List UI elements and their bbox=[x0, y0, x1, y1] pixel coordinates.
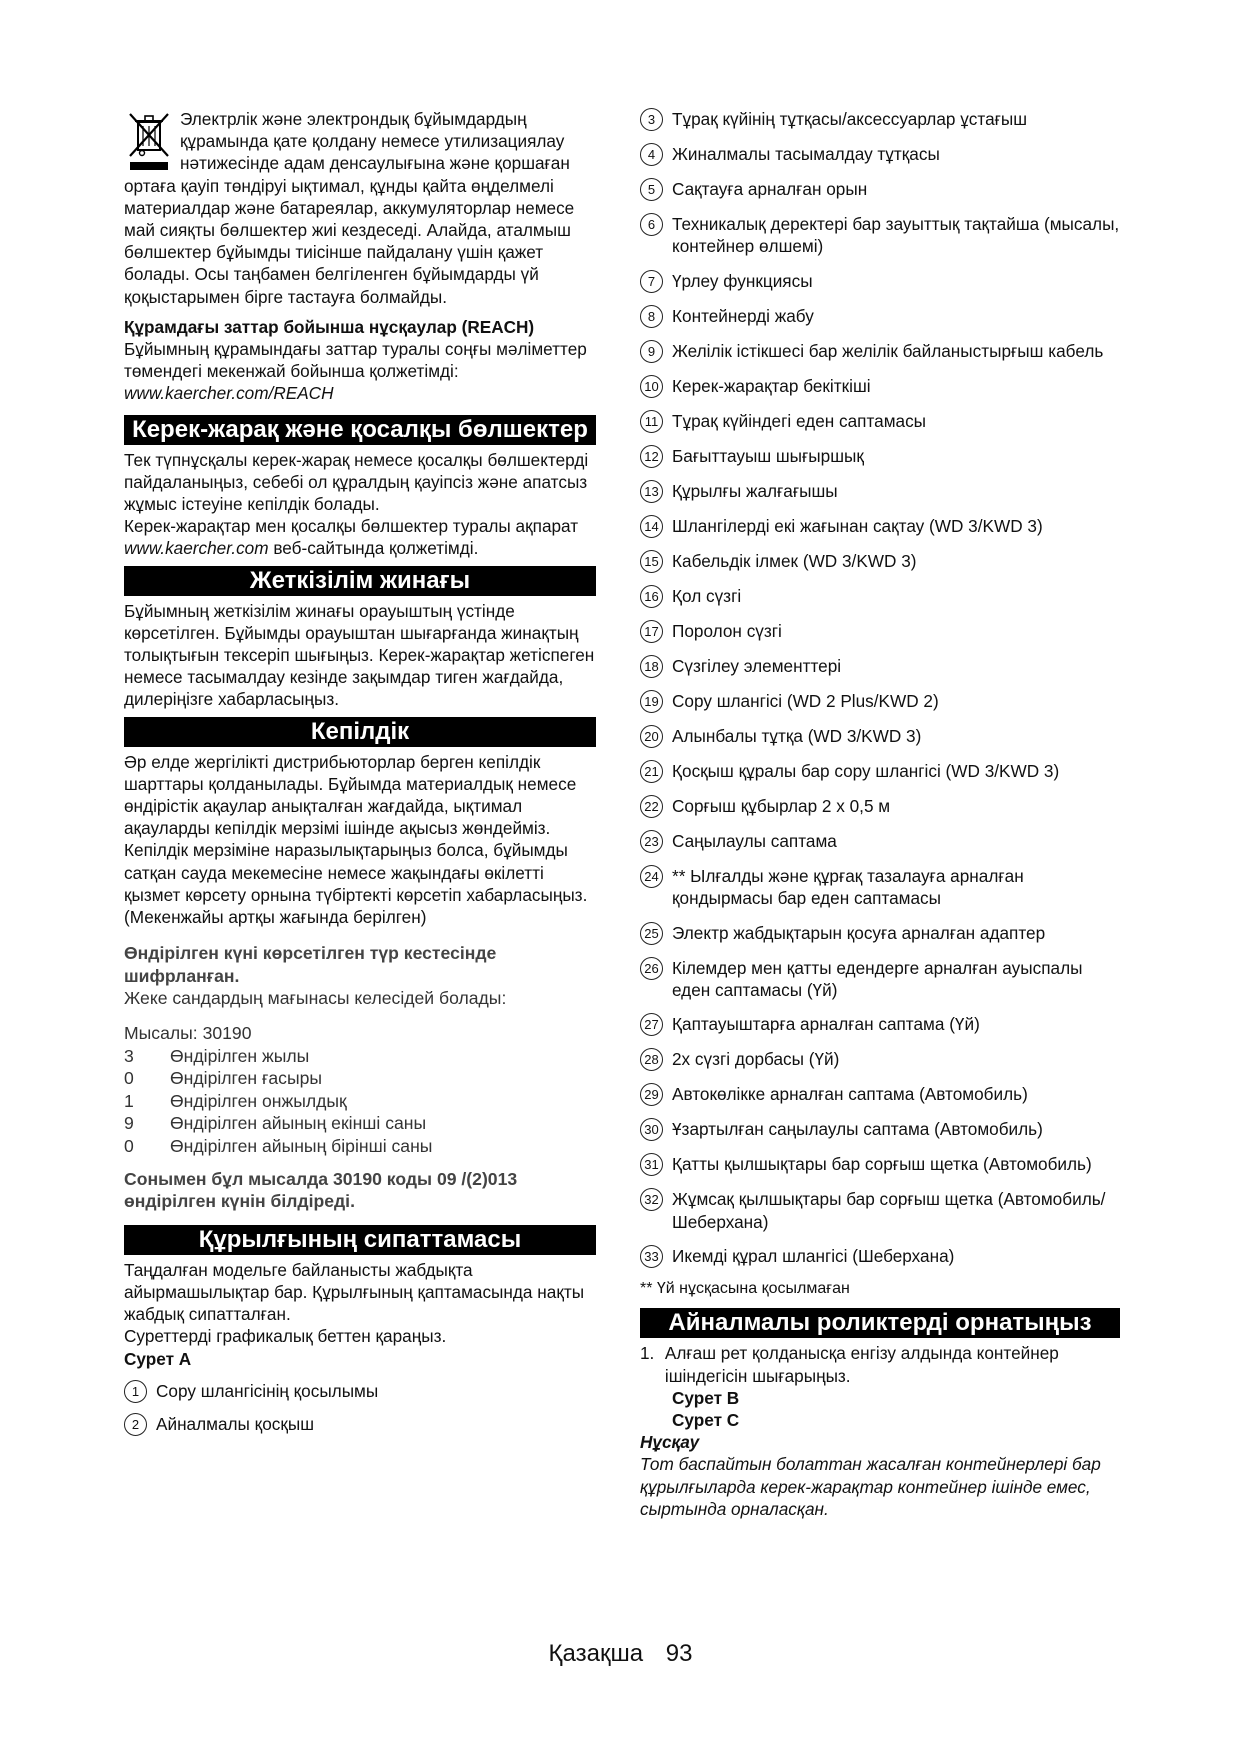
item-label: Қосқыш құралы бар сору шлангісі (WD 3/KWD 3) bbox=[672, 760, 1060, 781]
item-label: Үрлеу функциясы bbox=[672, 270, 813, 291]
item-number-badge: 10 bbox=[640, 375, 663, 398]
component-item bbox=[640, 515, 1120, 538]
section-header-description: Құрылғының сипаттамасы bbox=[124, 1225, 596, 1255]
example-row bbox=[124, 1090, 596, 1113]
left-column bbox=[124, 108, 596, 1446]
component-item bbox=[640, 655, 1120, 678]
description-figures-note: Суреттерді графикалық беттен қараңыз. bbox=[124, 1326, 447, 1347]
example-meaning: Өндірілген жылы bbox=[170, 1045, 310, 1066]
description-text: Таңдалған модельге байланысты жабдықта айырмашылықтар бар. Құрылғының қаптамасында нақты жабдық сипатталған. bbox=[124, 1259, 585, 1325]
component-item bbox=[640, 550, 1120, 573]
item-label: Жиналмалы тасымалдау тұтқасы bbox=[672, 144, 940, 164]
delivery-text: Бұйымның жеткізілім жинағы орауыштың үстінде көрсетілген. Бұйымды орауыштан шығарғанда жинақтың толықтығын тексеріп шығыңыз. Керек-жарақтар жетіспеген немесе тасымалдау кезінде зақымдар тиген жағдайда, дилеріңізге хабарласыңыз. bbox=[124, 600, 595, 710]
component-item bbox=[640, 957, 1120, 1002]
component-item bbox=[640, 725, 1120, 748]
item-label: Сору шлангісінің қосылымы bbox=[156, 1380, 379, 1401]
item-number-badge: 7 bbox=[640, 270, 663, 293]
component-item bbox=[640, 1245, 1120, 1268]
example-rows bbox=[124, 1045, 596, 1158]
figure-a-label: Сурет A bbox=[124, 1348, 192, 1369]
component-item bbox=[640, 620, 1120, 643]
component-item bbox=[640, 143, 1120, 166]
item-label: Бағыттауыш шығыршық bbox=[672, 445, 864, 466]
example-conclusion: Сонымен бұл мысалда 30190 коды 09 /(2)013 өндірілген күнін білдіреді. bbox=[124, 1168, 518, 1212]
item-number-badge: 20 bbox=[640, 725, 663, 748]
item-number-badge: 15 bbox=[640, 550, 663, 573]
example-row bbox=[124, 1112, 596, 1135]
item-label: Поролон сүзгі bbox=[672, 620, 782, 641]
accessories-info-text: Керек-жарақтар мен қосалқы бөлшектер туралы ақпарат bbox=[124, 516, 579, 537]
component-item bbox=[640, 1118, 1120, 1141]
component-item bbox=[640, 1048, 1120, 1071]
component-item bbox=[640, 922, 1120, 945]
component-list-right bbox=[640, 108, 1120, 1268]
weee-block bbox=[124, 108, 596, 308]
item-number-badge: 11 bbox=[640, 410, 663, 433]
reach-link[interactable]: www.kaercher.com/REACH bbox=[124, 383, 334, 404]
example-row bbox=[124, 1135, 596, 1158]
item-label: Ұзартылған саңылаулы саптама (Автомобиль) bbox=[672, 1119, 1043, 1140]
kaercher-link[interactable]: www.kaercher.com bbox=[124, 538, 269, 559]
item-label: Электр жабдықтарын қосуға арналған адаптер bbox=[672, 922, 1046, 943]
component-item bbox=[640, 795, 1120, 818]
item-number-badge: 4 bbox=[640, 143, 663, 166]
item-label: Айналмалы қосқыш bbox=[156, 1413, 315, 1434]
component-item bbox=[640, 1188, 1120, 1233]
item-label: Сорғыш құбырлар 2 x 0,5 м bbox=[672, 795, 891, 816]
example-digit: 0 bbox=[124, 1136, 134, 1157]
item-label: 2x сүзгі дорбасы (Үй) bbox=[672, 1049, 840, 1070]
reach-title: Құрамдағы заттар бойынша нұсқаулар (REACH) bbox=[124, 316, 535, 337]
component-item bbox=[640, 1083, 1120, 1106]
item-number-badge: 9 bbox=[640, 340, 663, 363]
item-label: ** Ылғалды және құрғақ тазалауға арналған қондырмасы бар еден саптамасы bbox=[672, 865, 1024, 909]
accessories-text: Тек түпнұсқалы керек-жарақ немесе қосалқы бөлшектерді пайдаланыңыз, себебі ол құралдың қауіпсіз және апатсыз жұмыс істеуіне кепілдік болады. bbox=[124, 449, 589, 515]
item-number-badge: 22 bbox=[640, 795, 663, 818]
item-number-badge: 31 bbox=[640, 1153, 663, 1176]
item-label: Контейнерді жабу bbox=[672, 305, 814, 326]
item-number-badge: 12 bbox=[640, 445, 663, 468]
item-label: Сүзгілеу элементтері bbox=[672, 655, 842, 676]
component-item bbox=[640, 445, 1120, 468]
note-label: Нұсқау bbox=[640, 1432, 700, 1453]
item-label: Сақтауға арналған орын bbox=[672, 179, 868, 199]
component-item bbox=[640, 865, 1120, 910]
item-label: Шлангілерді екі жағынан сақтау (WD 3/KWD 3) bbox=[672, 515, 1043, 536]
item-label: Желілік істікшесі бар желілік байланыстырғыш кабель bbox=[672, 340, 1104, 361]
component-item bbox=[640, 480, 1120, 503]
component-item bbox=[640, 585, 1120, 608]
example-digit: 0 bbox=[124, 1068, 134, 1089]
item-number-badge: 30 bbox=[640, 1118, 663, 1141]
component-item bbox=[640, 213, 1120, 258]
item-number-badge: 32 bbox=[640, 1188, 663, 1211]
item-number-badge: 5 bbox=[640, 178, 663, 201]
example-label: Мысалы: 30190 bbox=[124, 1023, 252, 1044]
component-item bbox=[640, 108, 1120, 131]
item-label: Қаптауыштарға арналған саптама (Үй) bbox=[672, 1014, 980, 1035]
figure-b-label: Сурет B bbox=[672, 1387, 740, 1408]
item-label: Қол сүзгі bbox=[672, 585, 742, 606]
example-digit: 9 bbox=[124, 1113, 134, 1134]
item-number-badge: 25 bbox=[640, 922, 663, 945]
item-number-badge: 2 bbox=[124, 1413, 147, 1436]
component-item bbox=[640, 270, 1120, 293]
item-label: Кілемдер мен қатты едендерге арналған ауыспалы еден саптамасы (Үй) bbox=[672, 957, 1083, 1001]
component-item bbox=[640, 178, 1120, 201]
item-label: Сору шлангісі (WD 2 Plus/KWD 2) bbox=[672, 690, 939, 711]
production-date-block bbox=[124, 942, 596, 1213]
item-number-badge: 19 bbox=[640, 690, 663, 713]
component-list-left bbox=[124, 1380, 596, 1436]
footer-language: Қазақша bbox=[548, 1640, 644, 1667]
reach-paragraph bbox=[124, 338, 596, 405]
footnote: ** Үй нұсқасына қосылмаған bbox=[640, 1280, 850, 1298]
section-header-warranty: Кепілдік bbox=[124, 717, 596, 747]
weee-crossed-bin-icon bbox=[126, 110, 172, 174]
item-number-badge: 3 bbox=[640, 108, 663, 131]
item-number-badge: 8 bbox=[640, 305, 663, 328]
section-header-accessories: Керек-жарақ және қосалқы бөлшектер bbox=[124, 415, 596, 445]
warranty-address-note: (Мекенжайы артқы жағында берілген) bbox=[124, 907, 427, 928]
item-number-badge: 27 bbox=[640, 1013, 663, 1036]
example-digit: 3 bbox=[124, 1045, 134, 1066]
warranty-text: Әр елде жергілікті дистрибьюторлар берген кепілдік шарттары қолданылады. Бұйымда материалдық немесе өндірістік ақаулар анықталған жағдайда, ықтимал ақауларды кепілдік мерзімі ішінде ақысыз жөндейміз. Кепілдік мерзіміне наразылықтарыңыз болса, бұйымды сатқан сауда мекемесіне немесе жақындағы өкілетті қызмет көрсету орнына түбіртекті көрсетіп хабарласыңыз. bbox=[124, 751, 588, 905]
section-header-castors: Айналмалы роликтерді орнатыңыз bbox=[640, 1308, 1120, 1338]
step-text: Алғаш рет қолданысқа енгізу алдында контейнер ішіндегісін шығарыңыз. bbox=[664, 1343, 1059, 1386]
item-label: Тұрақ күйіндегі еден саптамасы bbox=[672, 410, 927, 431]
example-row bbox=[124, 1067, 596, 1090]
item-number-badge: 29 bbox=[640, 1083, 663, 1106]
component-item bbox=[640, 340, 1120, 363]
step-1 bbox=[640, 1342, 1120, 1386]
example-meaning: Өндірілген айының бірінші саны bbox=[170, 1136, 433, 1157]
item-number-badge: 18 bbox=[640, 655, 663, 678]
component-item bbox=[124, 1413, 596, 1436]
accessories-info-suffix: веб-сайтында қолжетімді. bbox=[268, 538, 479, 559]
item-label: Қатты қылшықтары бар сорғыш щетка (Автомобиль) bbox=[672, 1154, 1092, 1175]
component-item bbox=[640, 410, 1120, 433]
component-item bbox=[124, 1380, 596, 1403]
component-item bbox=[640, 305, 1120, 328]
component-item bbox=[640, 830, 1120, 853]
item-label: Тұрақ күйінің тұтқасы/аксессуарлар ұстағыш bbox=[672, 109, 1028, 129]
item-number-badge: 23 bbox=[640, 830, 663, 853]
item-label: Керек-жарақтар бекіткіші bbox=[672, 375, 871, 396]
item-label: Икемді құрал шлангісі (Шеберхана) bbox=[672, 1246, 955, 1267]
item-label: Кабельдік ілмек (WD 3/KWD 3) bbox=[672, 550, 917, 571]
item-number-badge: 33 bbox=[640, 1245, 663, 1268]
date-title: Өндірілген күні көрсетілген түр кестесінде шифрланған. bbox=[124, 943, 497, 986]
item-label: Алынбалы тұтқа (WD 3/KWD 3) bbox=[672, 725, 922, 746]
component-item bbox=[640, 375, 1120, 398]
component-item bbox=[640, 1013, 1120, 1036]
item-number-badge: 14 bbox=[640, 515, 663, 538]
item-number-badge: 28 bbox=[640, 1048, 663, 1071]
example-meaning: Өндірілген айының екінші саны bbox=[170, 1113, 427, 1134]
item-label: Құрылғы жалғағышы bbox=[672, 480, 838, 501]
item-label: Техникалық деректері бар зауыттық тақтайша (мысалы, контейнер өлшемі) bbox=[672, 214, 1120, 257]
item-number-badge: 1 bbox=[124, 1380, 147, 1403]
item-label: Жұмсақ қылшықтары бар сорғыш щетка (Автомобиль/Шеберхана) bbox=[672, 1189, 1106, 1232]
accessories-info bbox=[124, 515, 596, 559]
item-number-badge: 17 bbox=[640, 620, 663, 643]
item-number-badge: 13 bbox=[640, 480, 663, 503]
figure-c-label: Сурет C bbox=[672, 1410, 740, 1431]
reach-text: Бұйымның құрамындағы заттар туралы соңғы мәліметтер төмендегі мекенжай бойынша қолжетімді: bbox=[124, 339, 587, 382]
right-column bbox=[640, 108, 1120, 1520]
item-number-badge: 24 bbox=[640, 865, 663, 888]
item-number-badge: 26 bbox=[640, 957, 663, 980]
weee-text: Электрлік және электрондық бұйымдардың құрамында қате қолдану немесе утилизациялау нәтижесінде адам денсаулығына және қоршаған ортаға қауіп төндіруі ықтимал, құнды қайта өңделмелі материалдар және батареялар, аккумуляторлар немесе май сияқты бөлшектер жиі кездеседі. Алайда, аталмыш бөлшектер бұйымды тиісінше пайдалану үшін қажет болады. Осы таңбамен белгіленген бұйымдарды үй қоқыстарымен бірге тастауға болмайды. bbox=[124, 109, 575, 307]
item-number-badge: 6 bbox=[640, 213, 663, 236]
section-header-delivery: Жеткізілім жинағы bbox=[124, 566, 596, 596]
example-row bbox=[124, 1045, 596, 1068]
component-item bbox=[640, 690, 1120, 713]
item-label: Автокөлікке арналған саптама (Автомобиль) bbox=[672, 1084, 1028, 1105]
item-number-badge: 16 bbox=[640, 585, 663, 608]
note-text: Тот баспайтын болаттан жасалған контейнерлері бар құрылғыларда керек-жарақтар контейнер ішінде емес, сыртында орналасқан. bbox=[640, 1454, 1101, 1519]
example-digit: 1 bbox=[124, 1090, 134, 1111]
page-footer bbox=[0, 1640, 1241, 1668]
item-label: Саңылаулы саптама bbox=[672, 830, 837, 851]
date-subtitle: Жеке сандардың мағынасы келесідей болады: bbox=[124, 988, 507, 1009]
component-item bbox=[640, 1153, 1120, 1176]
example-meaning: Өндірілген ғасыры bbox=[170, 1068, 323, 1089]
component-item bbox=[640, 760, 1120, 783]
page-number: 93 bbox=[665, 1640, 693, 1667]
step-number: 1. bbox=[640, 1343, 655, 1364]
example-meaning: Өндірілген онжылдық bbox=[170, 1090, 347, 1111]
item-number-badge: 21 bbox=[640, 760, 663, 783]
